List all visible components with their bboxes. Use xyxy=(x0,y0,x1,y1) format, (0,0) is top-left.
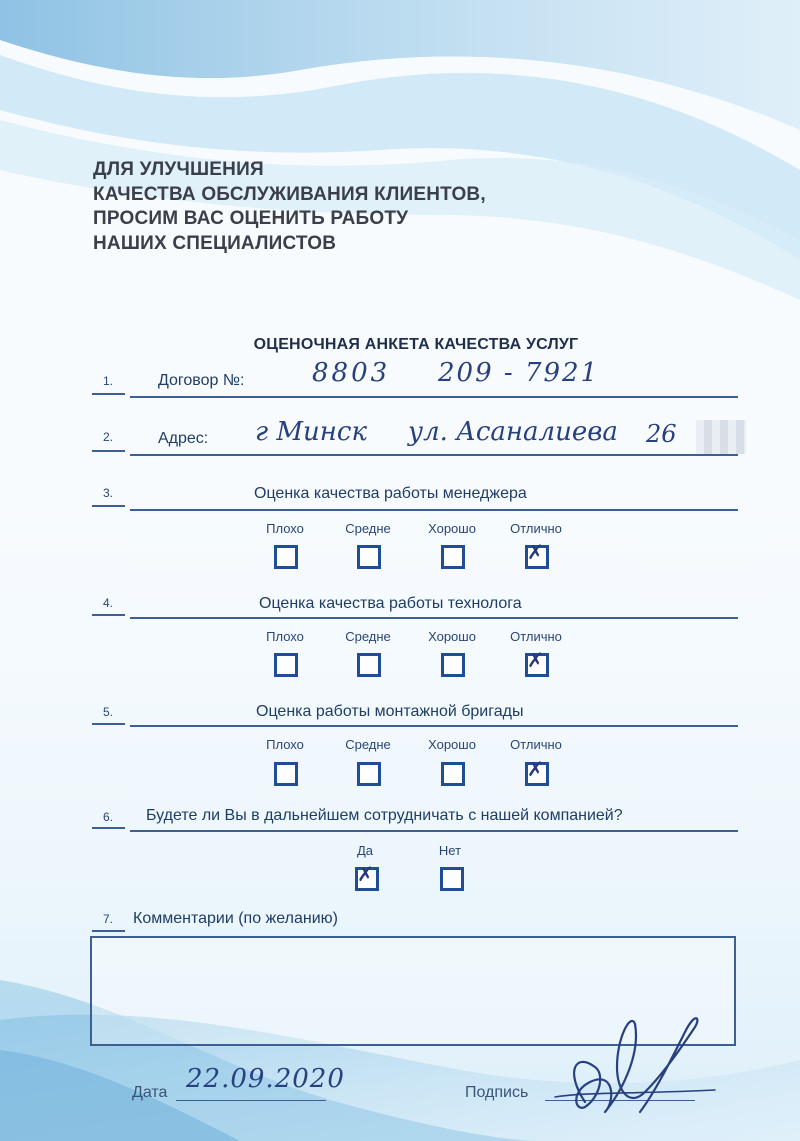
q4-option-label-bad: Плохо xyxy=(266,629,304,644)
q2-answer-line xyxy=(130,454,738,456)
q5-checkbox-average[interactable] xyxy=(357,762,381,786)
header-line-2: КАЧЕСТВА ОБСЛУЖИВАНИЯ КЛИЕНТОВ, xyxy=(93,183,486,205)
q5-number: 5. xyxy=(103,705,114,719)
q6-option-label-yes: Да xyxy=(356,843,374,858)
q6-number: 6. xyxy=(103,810,114,824)
address-street[interactable]: ул. Асаналиева xyxy=(408,417,618,447)
q6-question: Будете ли Вы в дальнейшем сотрудничать с нашей компанией? xyxy=(146,807,623,824)
q3-checkbox-average[interactable] xyxy=(357,545,381,569)
q3-option-label-bad: Плохо xyxy=(266,521,304,536)
q3-checkbox-bad[interactable] xyxy=(274,545,298,569)
q6-option-label-no: Нет xyxy=(438,843,462,858)
q6-checkbox-no[interactable] xyxy=(440,867,464,891)
q3-option-label-excellent: Отлично xyxy=(510,521,562,536)
form-title xyxy=(0,336,800,354)
q1-number-underline xyxy=(92,393,125,395)
handwritten-signature xyxy=(545,1012,725,1122)
q4-checkbox-excellent[interactable] xyxy=(525,648,549,677)
address-city[interactable]: г Минск xyxy=(255,417,367,447)
address-house[interactable]: 26 xyxy=(646,420,677,448)
q3-number: 3. xyxy=(103,486,114,500)
q2-number: 2. xyxy=(103,430,114,444)
redacted-area xyxy=(696,420,746,454)
q4-line xyxy=(130,617,738,619)
q4-option-label-average: Средне xyxy=(345,629,391,644)
header-line-1: ДЛЯ УЛУЧШЕНИЯ xyxy=(93,159,264,180)
q2-number-underline xyxy=(92,450,125,452)
header-line-4: НАШИХ СПЕЦИАЛИСТОВ xyxy=(93,232,337,254)
check-mark-icon: ✗ xyxy=(527,757,544,781)
q5-number-underline xyxy=(92,723,125,725)
q3-number-underline xyxy=(92,505,125,507)
q3-line xyxy=(130,509,738,511)
q5-checkbox-excellent[interactable] xyxy=(525,757,549,786)
q7-number-underline xyxy=(92,930,125,932)
q4-number-underline xyxy=(92,614,125,616)
q3-question: Оценка качества работы менеджера xyxy=(254,485,527,502)
q5-option-label-bad: Плохо xyxy=(266,737,304,752)
check-mark-icon: ✗ xyxy=(527,648,544,672)
q5-checkbox-good[interactable] xyxy=(441,762,465,786)
contract-number-part2[interactable]: 209 - 7921 xyxy=(438,358,600,388)
q3-option-label-good: Хорошо xyxy=(428,521,476,536)
q4-number: 4. xyxy=(103,596,114,610)
q5-option-label-excellent: Отлично xyxy=(510,737,562,752)
q5-question: Оценка работы монтажной бригады xyxy=(256,703,524,720)
q1-answer-line xyxy=(130,396,738,398)
q4-checkbox-bad[interactable] xyxy=(274,653,298,677)
q7-number: 7. xyxy=(103,912,114,926)
q3-checkbox-excellent[interactable] xyxy=(525,540,549,569)
q3-option-label-average: Средне xyxy=(345,521,391,536)
q6-number-underline xyxy=(92,827,125,829)
q4-option-label-excellent: Отлично xyxy=(510,629,562,644)
date-line xyxy=(176,1100,326,1101)
q3-checkbox-good[interactable] xyxy=(441,545,465,569)
date-value[interactable]: 22.09.2020 xyxy=(186,1064,345,1094)
q7-label: Комментарии (по желанию) xyxy=(133,910,338,927)
header-appeal xyxy=(93,158,486,256)
q5-option-label-good: Хорошо xyxy=(428,737,476,752)
q6-checkbox-yes[interactable] xyxy=(355,862,379,891)
q4-option-label-good: Хорошо xyxy=(428,629,476,644)
form-title-text: ОЦЕНОЧНАЯ АНКЕТА КАЧЕСТВА УСЛУГ xyxy=(253,336,579,353)
check-mark-icon: ✗ xyxy=(357,862,374,886)
date-label: Дата xyxy=(132,1084,168,1101)
q1-label: Договор №: xyxy=(158,372,245,389)
q1-number: 1. xyxy=(103,374,114,388)
q5-line xyxy=(130,725,738,727)
q4-checkbox-average[interactable] xyxy=(357,653,381,677)
header-line-3: ПРОСИМ ВАС ОЦЕНИТЬ РАБОТУ xyxy=(93,208,409,229)
q4-checkbox-good[interactable] xyxy=(441,653,465,677)
q4-question: Оценка качества работы технолога xyxy=(259,595,522,612)
signature-label: Подпись xyxy=(465,1084,529,1101)
q5-checkbox-bad[interactable] xyxy=(274,762,298,786)
q2-label: Адрес: xyxy=(158,430,209,447)
contract-number-part1[interactable]: 8803 xyxy=(312,358,391,388)
q5-option-label-average: Средне xyxy=(345,737,391,752)
q6-line xyxy=(130,830,738,832)
check-mark-icon: ✗ xyxy=(527,540,544,564)
